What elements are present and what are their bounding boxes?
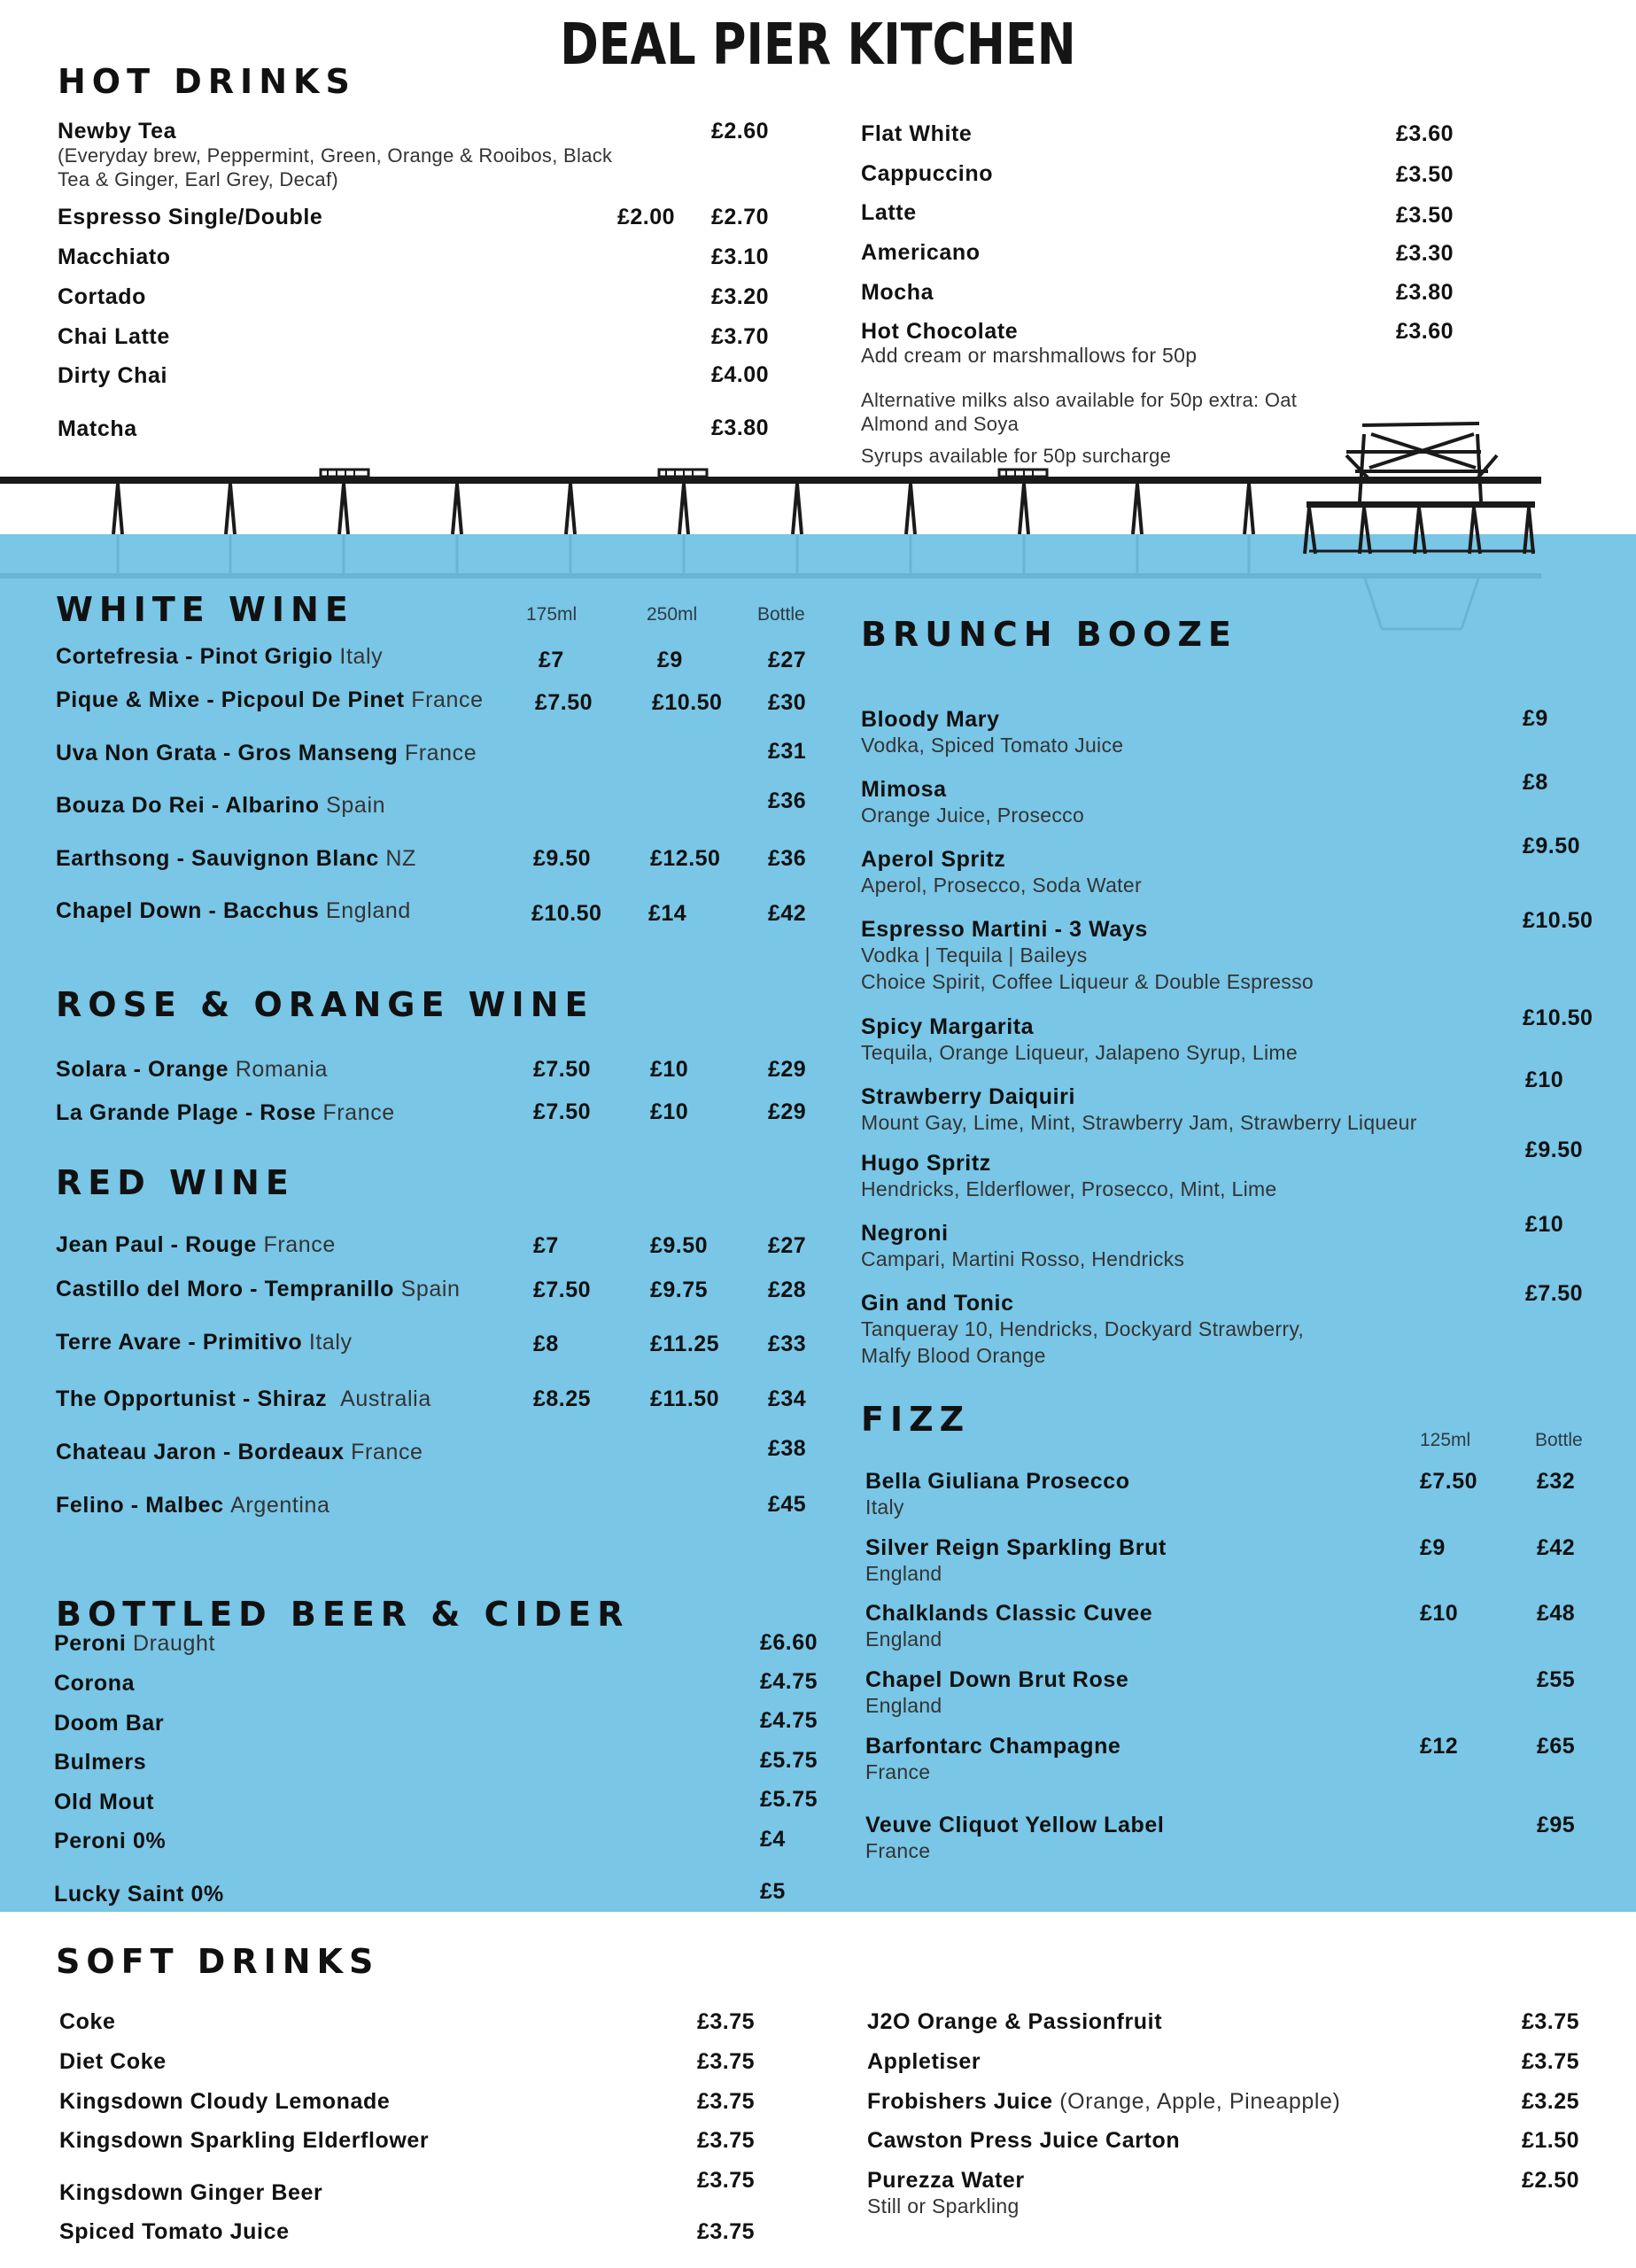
soft-drink-row: Frobishers Juice (Orange, Apple, Pineapple) — [867, 2089, 1341, 2114]
menu-item-price: £3.70 — [711, 324, 770, 349]
cocktail-name: Spicy Margarita — [861, 1014, 1035, 1039]
col-bottle: Bottle — [1535, 1430, 1583, 1450]
cocktail-name: Hugo Spritz — [861, 1151, 991, 1176]
wine-row: Bouza Do Rei - Albarino Spain — [56, 793, 386, 818]
beer-row: Peroni Draught — [54, 1631, 216, 1656]
wine-row: Terre Avare - Primitivo Italy — [56, 1330, 353, 1355]
newby-tea-name: Newby Tea — [58, 119, 177, 144]
beer-price: £5.75 — [760, 1748, 818, 1773]
wine-row: Cortefresia - Pinot Grigio Italy — [56, 644, 384, 669]
price-bottle: £48 — [1537, 1601, 1576, 1626]
price-bottle: £28 — [768, 1278, 807, 1302]
wine-row: Felino - Malbec Argentina — [56, 1493, 330, 1518]
menu-item-price: £3.60 — [1396, 319, 1454, 344]
soft-drink-price: £3.75 — [697, 2049, 756, 2074]
menu-item-name: Matcha — [58, 416, 137, 441]
price-bottle: £42 — [768, 901, 807, 926]
price-250ml: £9 — [657, 648, 683, 672]
fizz-origin: Italy — [865, 1495, 904, 1518]
beer-row: Old Mout — [54, 1790, 155, 1814]
cocktail-desc: Mount Gay, Lime, Mint, Strawberry Jam, Strawberry Liqueur — [861, 1111, 1417, 1134]
menu-item-name: Dirty Chai — [58, 363, 168, 388]
cocktail-desc: Campari, Martini Rosso, Hendricks — [861, 1247, 1185, 1270]
menu-item-price: £3.60 — [1396, 121, 1454, 146]
fizz-origin: England — [865, 1627, 942, 1651]
soft-drink-price: £3.75 — [1522, 2049, 1580, 2074]
beer-price: £4.75 — [760, 1669, 818, 1694]
col-125ml: 125ml — [1420, 1430, 1471, 1450]
cocktail-price: £10 — [1525, 1068, 1564, 1092]
cocktail-price: £10.50 — [1523, 908, 1593, 933]
newby-tea-price: £2.60 — [711, 119, 770, 144]
price-175ml: £7.50 — [533, 1099, 592, 1124]
espresso-name: Espresso Single/Double — [58, 205, 323, 229]
soft-drink-price: £3.75 — [1522, 2009, 1580, 2034]
beer-row: Doom Bar — [54, 1711, 165, 1736]
price-175ml: £7.50 — [533, 1278, 592, 1302]
cocktail-price: £9.50 — [1523, 834, 1581, 858]
soft-drink-price: £3.75 — [697, 2128, 756, 2153]
cocktail-name: Negroni — [861, 1221, 949, 1246]
soft-drink-price: £3.75 — [697, 2089, 756, 2114]
menu-item-price: £3.30 — [1396, 241, 1454, 266]
price-175ml: £8.25 — [533, 1386, 592, 1411]
cocktail-name: Strawberry Daiquiri — [861, 1084, 1076, 1109]
price-bottle: £95 — [1537, 1813, 1576, 1837]
soft-drink-price: £3.25 — [1522, 2089, 1580, 2114]
cocktail-price: £10.50 — [1523, 1006, 1593, 1030]
syrups-note: Syrups available for 50p surcharge — [861, 445, 1172, 467]
menu-item-name: Chai Latte — [58, 324, 170, 349]
cocktail-name: Mimosa — [861, 777, 947, 802]
price-bottle: £33 — [768, 1332, 807, 1356]
price-bottle: £27 — [768, 648, 807, 672]
wine-row: The Opportunist - Shiraz Australia — [56, 1386, 431, 1411]
price-175ml: £8 — [533, 1332, 559, 1356]
beer-price: £4.75 — [760, 1708, 818, 1733]
restaurant-title: DEAL PIER KITCHEN — [560, 12, 1076, 78]
soft-drink-name: Cawston Press Juice Carton — [867, 2128, 1181, 2153]
col-175ml: 175ml — [526, 604, 578, 625]
menu-item-name: Latte — [861, 200, 917, 225]
menu-item-price: £3.50 — [1396, 203, 1454, 228]
menu-item-price: £3.10 — [711, 245, 770, 269]
menu-item-price: £4.00 — [711, 362, 770, 387]
wine-row: Pique & Mixe - Picpoul De Pinet France — [56, 687, 484, 712]
soft-drink-price: £3.75 — [697, 2219, 756, 2244]
price-125ml: £10 — [1420, 1601, 1459, 1626]
price-bottle: £42 — [1537, 1535, 1576, 1560]
white-wine-heading: WHITE WINE — [56, 590, 354, 629]
wine-row: Castillo del Moro - Tempranillo Spain — [56, 1277, 461, 1301]
wine-row: La Grande Plage - Rose France — [56, 1100, 395, 1125]
cocktail-name: Aperol Spritz — [861, 847, 1006, 872]
cocktail-desc: Tequila, Orange Liqueur, Jalapeno Syrup, Lime — [861, 1041, 1298, 1064]
wine-row: Uva Non Grata - Gros Manseng France — [56, 741, 477, 765]
menu-item-price: £3.80 — [711, 416, 770, 440]
fizz-name: Chapel Down Brut Rose — [865, 1667, 1129, 1692]
cocktail-price: £10 — [1525, 1212, 1564, 1237]
alternative-milks-note: Alternative milks also available for 50p extra: Oat Almond and Soya — [861, 389, 1298, 435]
beer-row: Bulmers — [54, 1750, 147, 1775]
menu-item-price: £3.80 — [1396, 280, 1454, 305]
cocktail-desc: Aperol, Prosecco, Soda Water — [861, 874, 1142, 897]
price-bottle: £32 — [1537, 1469, 1576, 1494]
cocktail-price: £8 — [1523, 770, 1548, 795]
espresso-double-price: £2.70 — [711, 205, 770, 229]
menu-item-name: Hot Chocolate — [861, 319, 1019, 344]
fizz-origin: France — [865, 1760, 931, 1783]
cocktail-desc: Tanqueray 10, Hendricks, Dockyard Strawberry, — [861, 1317, 1305, 1340]
beer-price: £5.75 — [760, 1787, 818, 1812]
price-bottle: £27 — [768, 1233, 807, 1258]
soft-drink-name: Spiced Tomato Juice — [59, 2219, 290, 2244]
menu-item-name: Cappuccino — [861, 161, 994, 186]
cocktail-price: £9 — [1523, 706, 1548, 731]
soft-drink-name: Kingsdown Ginger Beer — [59, 2180, 323, 2205]
soft-drink-name: J2O Orange & Passionfruit — [867, 2009, 1163, 2034]
beer-price: £4 — [760, 1827, 786, 1852]
wine-row: Earthsong - Sauvignon Blanc NZ — [56, 846, 416, 871]
fizz-origin: France — [865, 1839, 931, 1862]
price-250ml: £9.75 — [650, 1278, 709, 1302]
beer-row: Peroni 0% — [54, 1829, 167, 1853]
cocktail-name: Espresso Martini - 3 Ways — [861, 917, 1148, 942]
fizz-name: Veuve Cliquot Yellow Label — [865, 1813, 1165, 1837]
menu-item-name: Macchiato — [58, 245, 171, 269]
soft-drink-name: Kingsdown Cloudy Lemonade — [59, 2089, 391, 2114]
fizz-origin: England — [865, 1562, 942, 1585]
soft-drink-price: £1.50 — [1522, 2128, 1580, 2153]
brunch-booze-heading: BRUNCH BOOZE — [861, 615, 1237, 654]
soft-drinks-heading: SOFT DRINKS — [56, 1942, 380, 1981]
cocktail-price: £9.50 — [1525, 1138, 1584, 1162]
purezza-note: Still or Sparkling — [867, 2194, 1020, 2218]
price-175ml: £10.50 — [531, 901, 602, 926]
cocktail-price: £7.50 — [1525, 1281, 1584, 1306]
cocktail-desc-line2: Choice Spirit, Coffee Liqueur & Double Espresso — [861, 970, 1314, 993]
red-wine-heading: RED WINE — [56, 1163, 295, 1202]
soft-drink-price: £3.75 — [697, 2009, 756, 2034]
soft-drink-price: £3.75 — [697, 2168, 756, 2193]
beer-row: Corona — [54, 1671, 136, 1696]
fizz-origin: England — [865, 1694, 942, 1717]
bottled-beer-heading: BOTTLED BEER & CIDER — [56, 1595, 630, 1634]
price-125ml: £9 — [1420, 1535, 1446, 1560]
col-250ml: 250ml — [647, 604, 698, 625]
price-250ml: £10.50 — [652, 690, 723, 715]
wine-row: Jean Paul - Rouge France — [56, 1232, 336, 1257]
soft-drink-name: Diet Coke — [59, 2049, 167, 2074]
price-bottle: £29 — [768, 1057, 807, 1082]
price-175ml: £7 — [539, 648, 564, 672]
fizz-name: Bella Giuliana Prosecco — [865, 1469, 1130, 1494]
cocktail-desc-line2: Malfy Blood Orange — [861, 1344, 1046, 1367]
wine-row: Chapel Down - Bacchus England — [56, 898, 411, 923]
price-250ml: £14 — [648, 901, 687, 926]
price-bottle: £65 — [1537, 1734, 1576, 1759]
fizz-name: Chalklands Classic Cuvee — [865, 1601, 1153, 1626]
wine-row: Solara - Orange Romania — [56, 1057, 328, 1082]
soft-drink-name: Kingsdown Sparkling Elderflower — [59, 2128, 430, 2153]
price-bottle: £34 — [768, 1386, 807, 1411]
hot-drinks-heading: HOT DRINKS — [58, 62, 356, 101]
hot-chocolate-note: Add cream or marshmallows for 50p — [861, 344, 1198, 367]
cocktail-name: Bloody Mary — [861, 707, 1000, 732]
price-bottle: £29 — [768, 1099, 807, 1124]
menu-item-price: £3.50 — [1396, 162, 1454, 187]
price-bottle: £38 — [768, 1436, 807, 1461]
menu-item-name: Cortado — [58, 284, 147, 309]
price-175ml: £7.50 — [533, 1057, 592, 1082]
rose-orange-wine-heading: ROSE & ORANGE WINE — [56, 985, 594, 1024]
beer-price: £6.60 — [760, 1630, 818, 1655]
soft-drink-price: £2.50 — [1522, 2168, 1580, 2193]
price-175ml: £7 — [533, 1233, 559, 1258]
menu-item-name: Flat White — [861, 121, 973, 146]
menu-item-name: Americano — [861, 240, 981, 265]
fizz-heading: FIZZ — [861, 1400, 971, 1439]
price-bottle: £31 — [768, 739, 807, 764]
price-175ml: £9.50 — [533, 846, 592, 871]
fizz-name: Silver Reign Sparkling Brut — [865, 1535, 1167, 1560]
price-250ml: £9.50 — [650, 1233, 709, 1258]
beer-row: Lucky Saint 0% — [54, 1882, 224, 1907]
menu-item-price: £3.20 — [711, 284, 770, 309]
price-125ml: £12 — [1420, 1734, 1459, 1759]
price-250ml: £12.50 — [650, 846, 721, 871]
menu-item-name: Mocha — [861, 280, 934, 305]
newby-tea-note: (Everyday brew, Peppermint, Green, Orange & Rooibos, Black Tea & Ginger, Earl Grey, Decaf) — [58, 144, 613, 190]
col-bottle: Bottle — [757, 604, 805, 625]
soft-drink-name: Purezza Water — [867, 2168, 1025, 2193]
price-250ml: £10 — [650, 1099, 689, 1124]
price-bottle: £45 — [768, 1492, 807, 1517]
price-175ml: £7.50 — [535, 690, 593, 715]
cocktail-desc: Vodka, Spiced Tomato Juice — [861, 734, 1124, 757]
price-bottle: £36 — [768, 788, 807, 813]
price-bottle: £55 — [1537, 1667, 1576, 1692]
beer-price: £5 — [760, 1879, 786, 1904]
price-bottle: £30 — [768, 690, 807, 715]
price-125ml: £7.50 — [1420, 1469, 1478, 1494]
espresso-single-price: £2.00 — [617, 205, 676, 229]
price-250ml: £11.25 — [650, 1332, 720, 1356]
wine-row: Chateau Jaron - Bordeaux France — [56, 1440, 423, 1464]
cocktail-desc: Hendricks, Elderflower, Prosecco, Mint, Lime — [861, 1177, 1277, 1200]
price-250ml: £11.50 — [650, 1386, 720, 1411]
cocktail-desc: Vodka | Tequila | Baileys — [861, 944, 1088, 967]
soft-drink-name: Appletiser — [867, 2049, 981, 2074]
soft-drink-name: Coke — [59, 2009, 116, 2034]
price-bottle: £36 — [768, 846, 807, 871]
cocktail-desc: Orange Juice, Prosecco — [861, 804, 1085, 827]
fizz-name: Barfontarc Champagne — [865, 1734, 1121, 1759]
cocktail-name: Gin and Tonic — [861, 1291, 1014, 1316]
price-250ml: £10 — [650, 1057, 689, 1082]
